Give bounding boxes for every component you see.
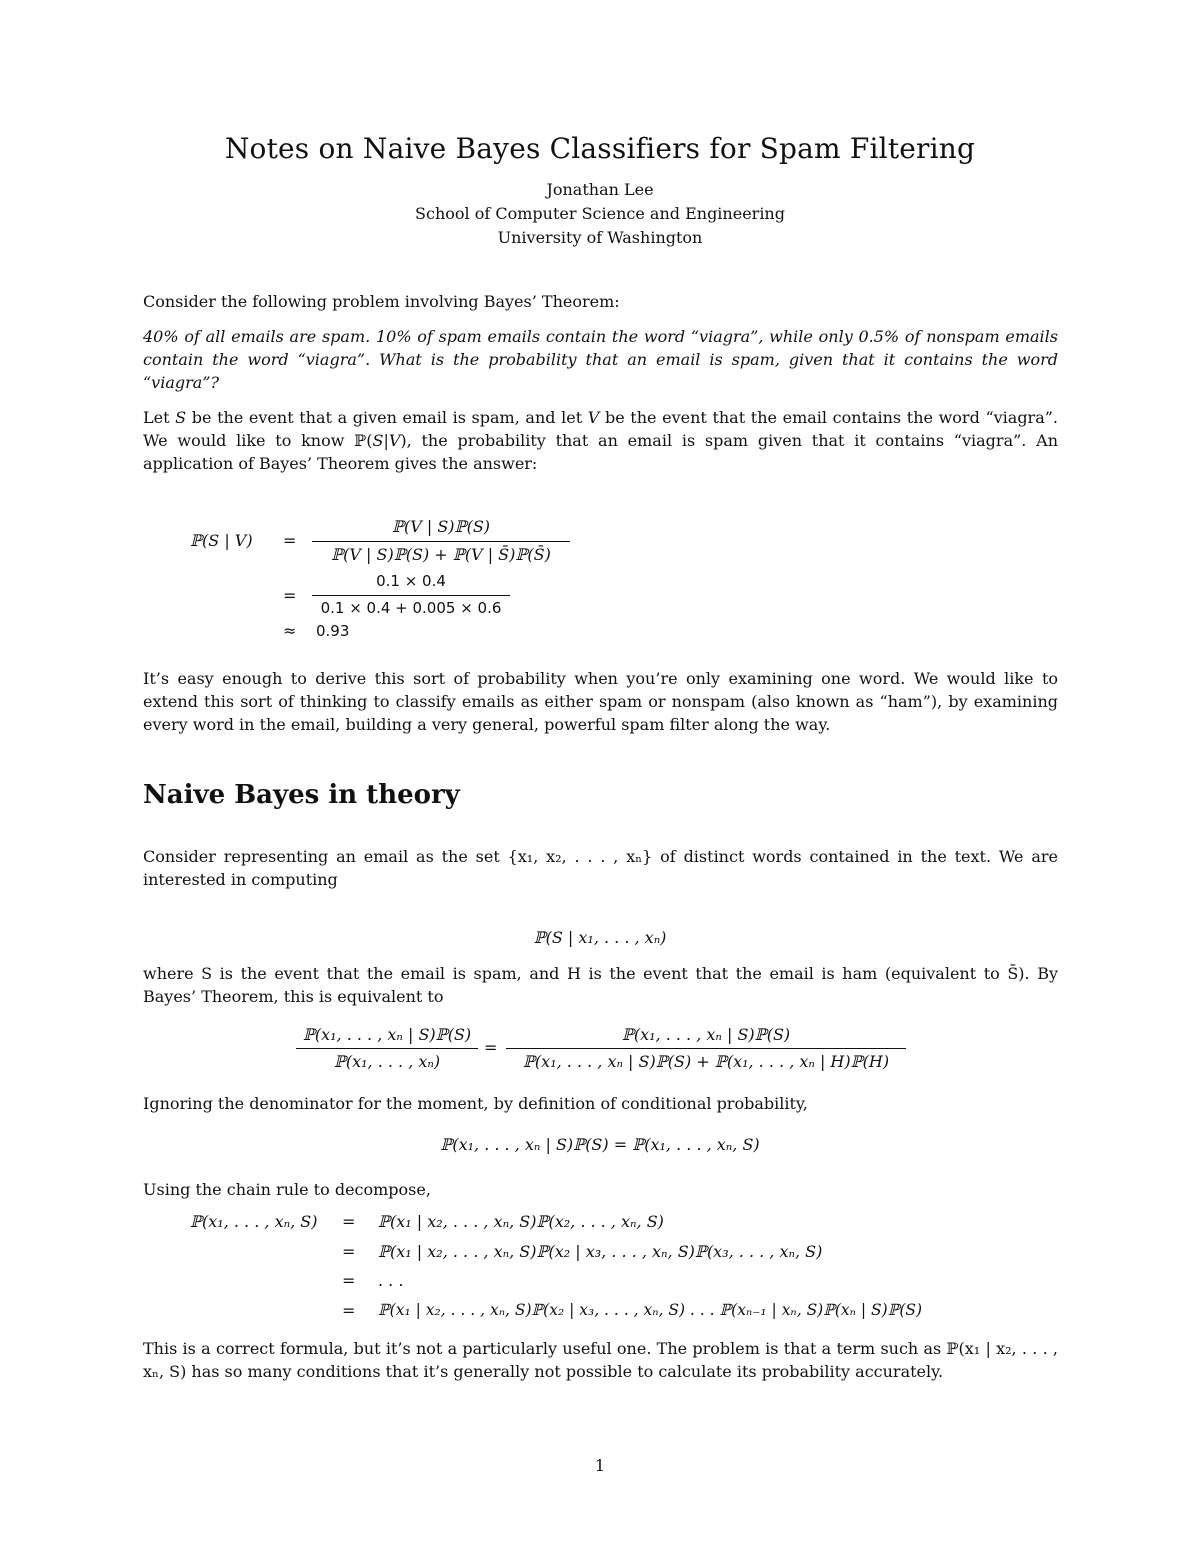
- eq1-result: 0.93: [316, 622, 350, 640]
- paragraph-representing: Consider representing an email as the set {x₁, x₂, . . . , xₙ} of distinct words contained in the text. We are interested in computing: [143, 847, 1058, 889]
- eq1-equals-2: =: [283, 586, 297, 605]
- eq3-left-numerator: ℙ(x₁, . . . , xₙ | S)ℙ(S): [302, 1025, 472, 1044]
- eq3-equals: =: [484, 1038, 498, 1057]
- eq3-left-bar: [296, 1048, 478, 1049]
- let-text-3: be the event that the email contains the word “viagra”. We would like to know ℙ(: [143, 408, 1059, 450]
- eq2-posterior: ℙ(S | x₁, . . . , xₙ): [533, 928, 667, 947]
- paragraph-where: where S is the event that the email is spam, and H is the event that the email is ham (equivalent to S̄). By Bayes’ Theorem, this is equivalent to: [143, 964, 1058, 1006]
- paragraph-ignoring: Ignoring the denominator for the moment, by definition of conditional probability,: [143, 1094, 808, 1113]
- eq3-left-denominator: ℙ(x₁, . . . , xₙ): [333, 1052, 441, 1071]
- let-text-1: Let: [143, 408, 176, 427]
- section-heading: Naive Bayes in theory: [143, 780, 460, 810]
- let-var-s: S: [175, 408, 187, 427]
- intro-let-paragraph: [143, 406, 1058, 475]
- paragraph-correct-formula: This is a correct formula, but it’s not a particularly useful one. The problem is that a term such as ℙ(x₁ | x₂, . . . , xₙ, S) has so many conditions that it’s generally not possible to calculate its probability accurately.: [143, 1339, 1058, 1381]
- eq1-fraction-bar-2: [312, 595, 510, 596]
- author-department: School of Computer Science and Engineering: [415, 204, 785, 223]
- eq1-equals-1: =: [283, 531, 297, 550]
- eq1-approx: ≈: [283, 621, 297, 640]
- problem-statement: 40% of all emails are spam. 10% of spam emails contain the word “viagra”, while only 0.5% of nonspam emails contain the word “viagra”. What is the probability that an email is spam, given that it contains the word “viagra”?: [143, 327, 1058, 392]
- let-text-4: ), the probability that an email is spam given that it contains “viagra”. An application of Bayes’ Theorem gives the answer:: [143, 431, 1059, 473]
- eq4-joint: ℙ(x₁, . . . , xₙ | S)ℙ(S) = ℙ(x₁, . . . , xₙ, S): [440, 1135, 760, 1154]
- eq1-denominator-1: ℙ(V | S)ℙ(S) + ℙ(V | S̄)ℙ(S̄): [331, 545, 551, 564]
- eq1-numerator-1: ℙ(V | S)ℙ(S): [391, 517, 491, 536]
- eq1-lhs: ℙ(S | V): [190, 531, 253, 550]
- eq5-row-2: ℙ(x₁ | x₂, . . . , xₙ, S)ℙ(x₂ | x₃, . . . , xₙ, S)ℙ(x₃, . . . , xₙ, S): [378, 1242, 823, 1261]
- eq5-row-1: ℙ(x₁ | x₂, . . . , xₙ, S)ℙ(x₂, . . . , xₙ, S): [378, 1212, 664, 1231]
- author-university: University of Washington: [497, 228, 703, 247]
- page-number: 1: [594, 1456, 606, 1475]
- eq5-lhs: ℙ(x₁, . . . , xₙ, S): [190, 1212, 318, 1231]
- eq5-row-3: . . .: [378, 1271, 404, 1290]
- eq5-equals-4: =: [342, 1301, 356, 1320]
- let-text-2: be the event that a given email is spam, and let: [186, 408, 588, 427]
- author-name: Jonathan Lee: [546, 180, 654, 199]
- paragraph-extend: It’s easy enough to derive this sort of probability when you’re only examining one word. We would like to extend this sort of thinking to classify emails as either spam or nonspam (also known as “ham”), by examining every word in the email, building a very general, powerful spam filter along the way.: [143, 669, 1058, 734]
- eq1-numerator-2: 0.1 × 0.4: [376, 572, 446, 590]
- eq5-equals-3: =: [342, 1271, 356, 1290]
- eq3-right-bar: [506, 1048, 906, 1049]
- eq1-denominator-2: 0.1 × 0.4 + 0.005 × 0.6: [320, 599, 502, 617]
- paper-title: Notes on Naive Bayes Classifiers for Spam Filtering: [224, 132, 976, 165]
- eq3-right-denominator: ℙ(x₁, . . . , xₙ | S)ℙ(S) + ℙ(x₁, . . . , xₙ | H)ℙ(H): [522, 1052, 890, 1071]
- eq5-equals-2: =: [342, 1242, 356, 1261]
- let-var-v: V: [587, 408, 600, 427]
- intro-lead: Consider the following problem involving Bayes’ Theorem:: [143, 292, 620, 311]
- paragraph-chain-rule: Using the chain rule to decompose,: [143, 1180, 431, 1199]
- eq5-equals-1: =: [342, 1212, 356, 1231]
- eq5-row-4: ℙ(x₁ | x₂, . . . , xₙ, S)ℙ(x₂ | x₃, . . . , xₙ, S) . . . ℙ(xₙ₋₁ | xₙ, S)ℙ(xₙ | S)ℙ(S): [378, 1301, 923, 1319]
- eq1-fraction-bar-1: [312, 541, 570, 542]
- eq3-right-numerator: ℙ(x₁, . . . , xₙ | S)ℙ(S): [621, 1025, 791, 1044]
- let-var-sv: S|V: [372, 431, 401, 450]
